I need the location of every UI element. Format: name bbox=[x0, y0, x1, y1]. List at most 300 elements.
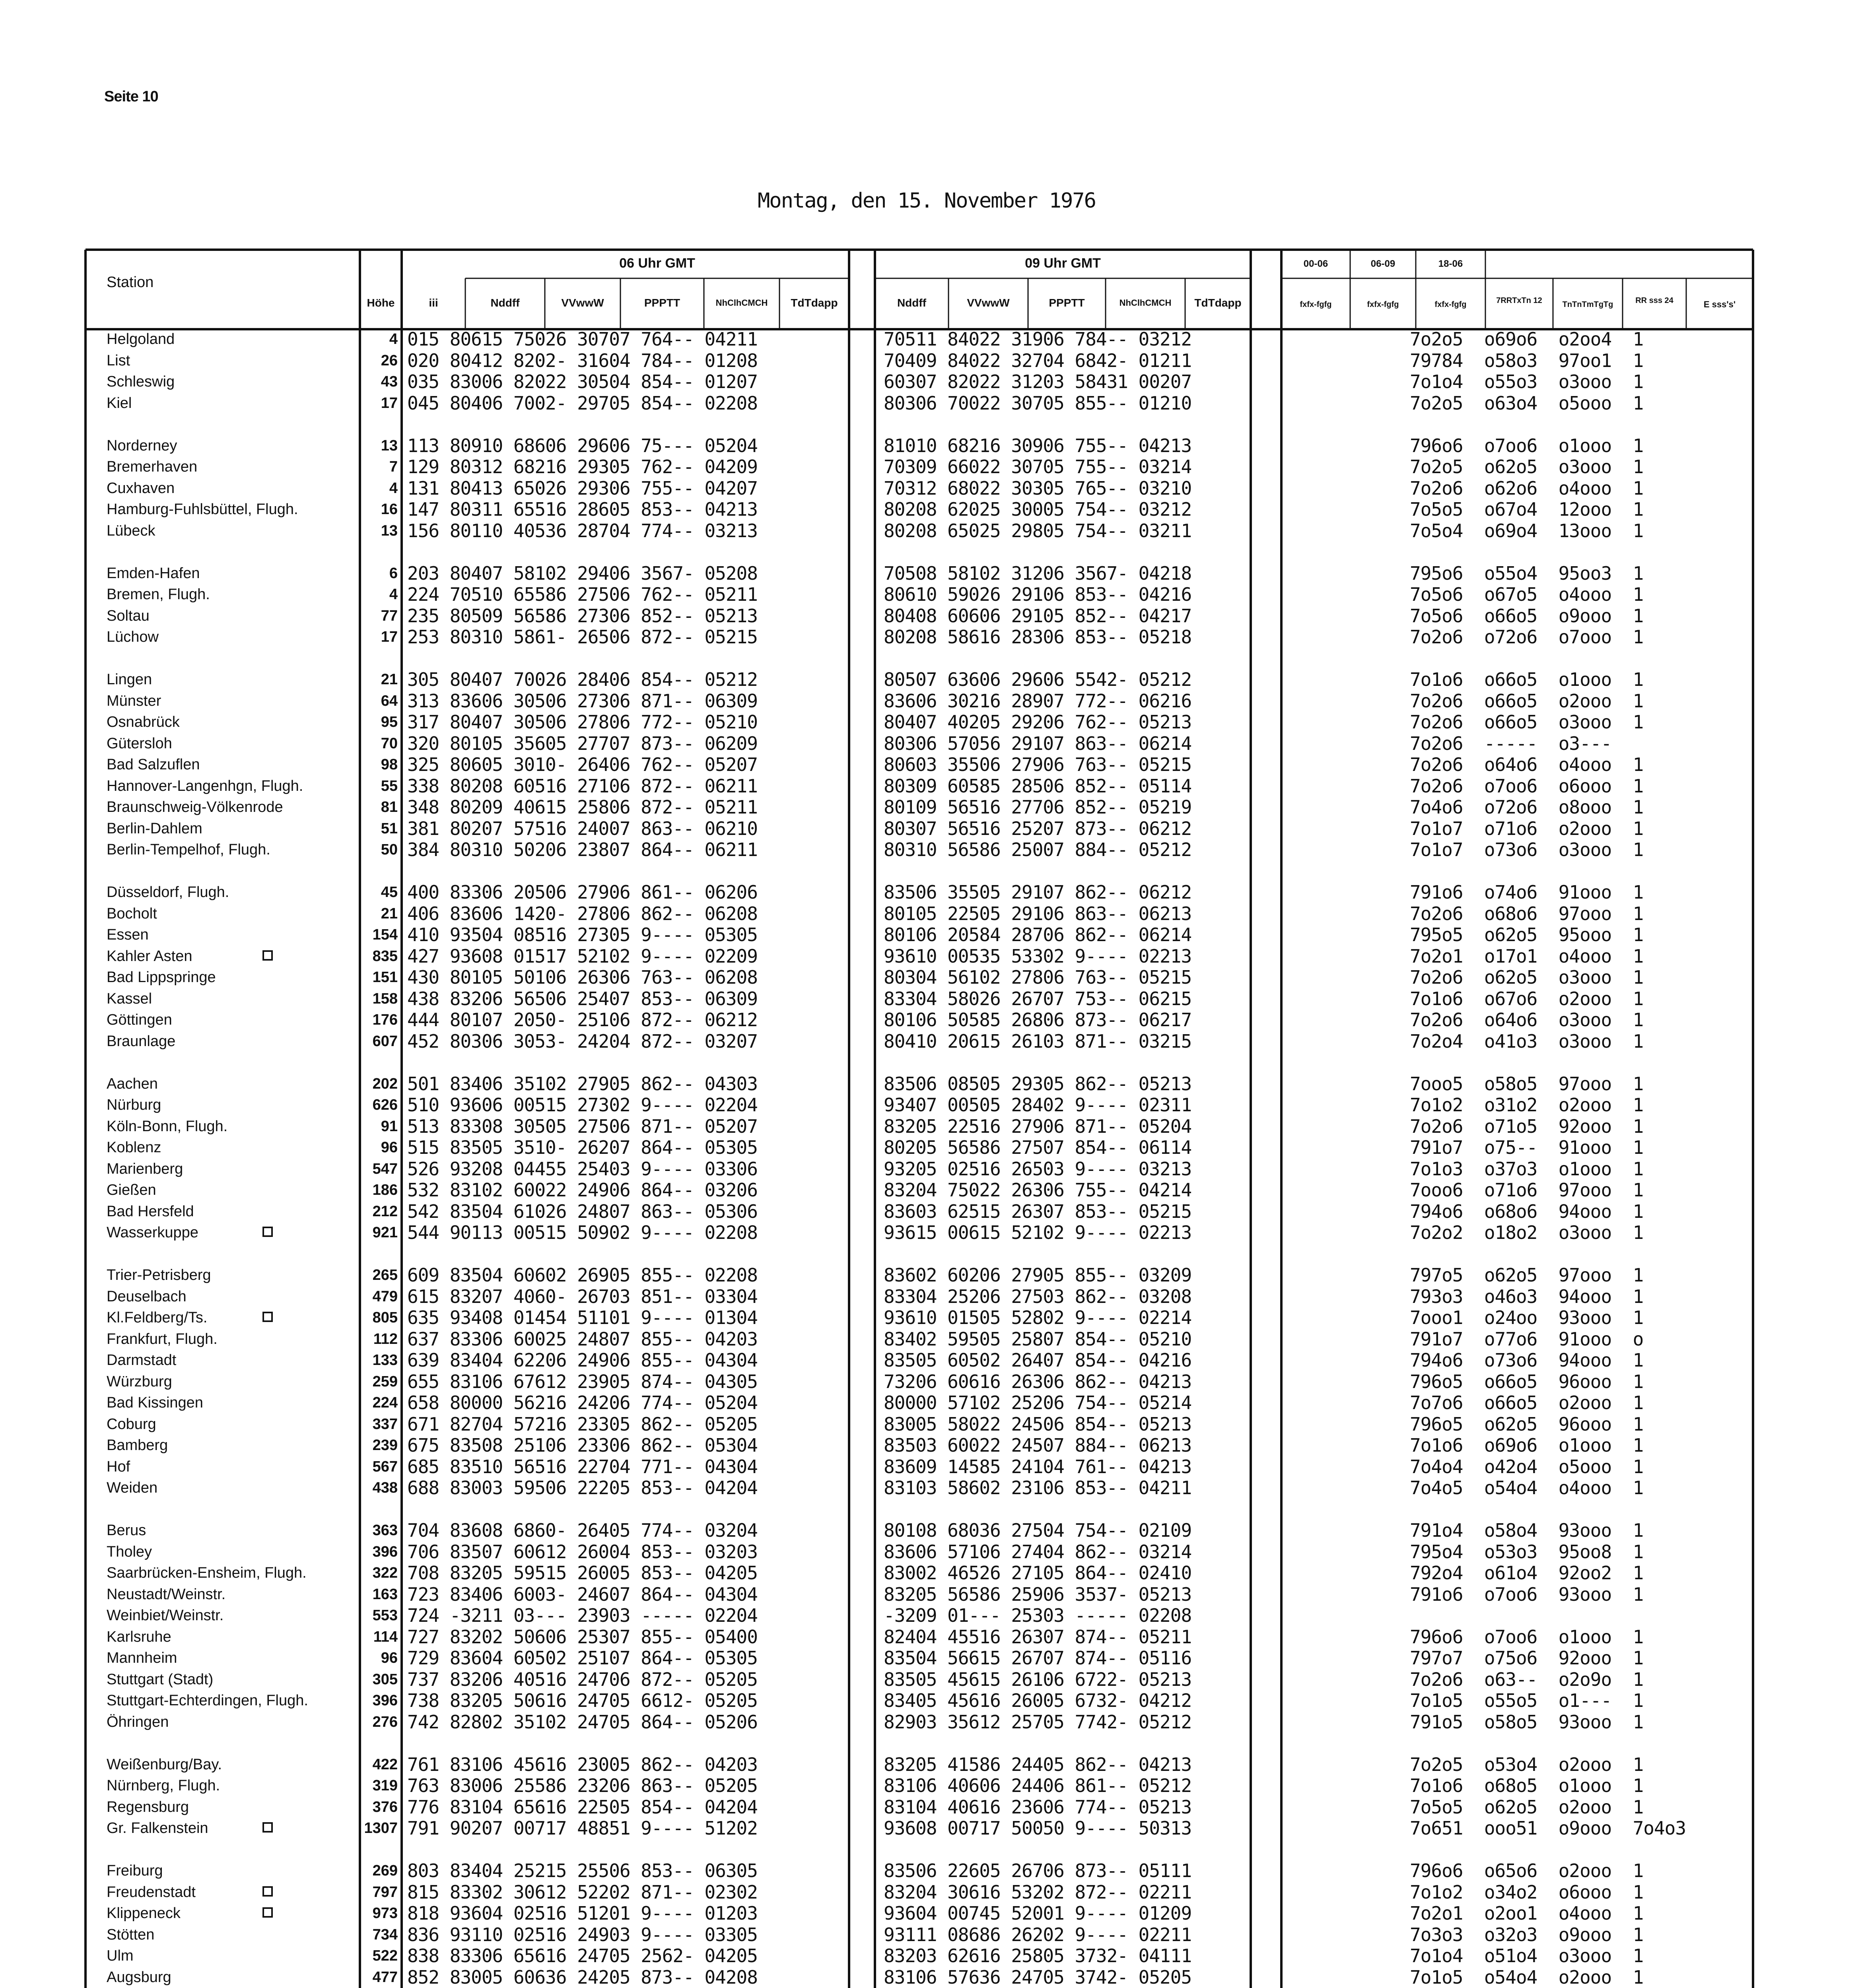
station-name: Koblenz bbox=[107, 1139, 161, 1156]
extremes-group: 7o1o6 o67o6 o2ooo 1 bbox=[1410, 988, 1644, 1010]
obs-09-gmt: -3209 01--- 25303 ----- 02208 bbox=[884, 1605, 1192, 1626]
obs-09-gmt: 81010 68216 30906 755-- 04213 bbox=[884, 435, 1192, 456]
extremes-group: 7o2o6 ----- o3--- bbox=[1410, 733, 1612, 754]
station-height: 422 bbox=[372, 1756, 398, 1773]
station-height: 805 bbox=[372, 1309, 398, 1326]
obs-09-gmt: 83203 62616 25805 3732- 04111 bbox=[884, 1945, 1192, 1967]
extremes-group: 7o2o6 o68o6 97ooo 1 bbox=[1410, 903, 1644, 924]
obs-06-gmt: 742 82802 35102 24705 864-- 05206 bbox=[407, 1711, 758, 1733]
extremes-group: 7ooo1 o24oo 93ooo 1 bbox=[1410, 1307, 1644, 1328]
station-height: 212 bbox=[372, 1203, 398, 1220]
extremes-group: 795o6 o55o4 95oo3 1 bbox=[1410, 563, 1644, 584]
obs-06-gmt: 532 83102 60022 24906 864-- 03206 bbox=[407, 1179, 758, 1201]
extremes-group: 7o5o5 o62o5 o2ooo 1 bbox=[1410, 1796, 1644, 1818]
station-height: 186 bbox=[372, 1182, 398, 1198]
obs-06-gmt: 776 83104 65616 22505 854-- 04204 bbox=[407, 1796, 758, 1818]
obs-09-gmt: 83002 46526 27105 864-- 02410 bbox=[884, 1562, 1192, 1584]
station-height: 4 bbox=[389, 586, 398, 603]
obs-09-gmt: 83504 56615 26707 874-- 05116 bbox=[884, 1647, 1192, 1669]
obs-09-gmt: 80306 57056 29107 863-- 06214 bbox=[884, 733, 1192, 754]
obs-06-gmt: 035 83006 82022 30504 854-- 01207 bbox=[407, 371, 758, 392]
obs-09-gmt: 80106 20584 28706 862-- 06214 bbox=[884, 924, 1192, 945]
station-height: 276 bbox=[372, 1714, 398, 1730]
extremes-group: 791o7 o77o6 91ooo o bbox=[1410, 1328, 1644, 1350]
station-height: 239 bbox=[372, 1437, 398, 1454]
station-name: Osnabrück bbox=[107, 714, 180, 730]
obs-09-gmt: 80109 56516 27706 852-- 05219 bbox=[884, 796, 1192, 818]
obs-06-gmt: 235 80509 56586 27306 852-- 05213 bbox=[407, 605, 758, 627]
obs-09-gmt: 83606 57106 27404 862-- 03214 bbox=[884, 1541, 1192, 1563]
obs-09-gmt: 83204 30616 53202 872-- 02211 bbox=[884, 1881, 1192, 1903]
extremes-group: 7o2o6 o72o6 o7ooo 1 bbox=[1410, 626, 1644, 648]
station-name: Saarbrücken-Ensheim, Flugh. bbox=[107, 1565, 307, 1581]
extremes-group: 7o2o6 o7oo6 o6ooo 1 bbox=[1410, 775, 1644, 797]
station-name: Weiden bbox=[107, 1479, 158, 1496]
obs-06-gmt: 501 83406 35102 27905 862-- 04303 bbox=[407, 1073, 758, 1095]
header-09-ppptt: PPPTT bbox=[1049, 297, 1085, 309]
obs-06-gmt: 838 83306 65616 24705 2562- 04205 bbox=[407, 1945, 758, 1967]
obs-09-gmt: 80310 56586 25007 884-- 05212 bbox=[884, 839, 1192, 860]
station-name: Freiburg bbox=[107, 1862, 163, 1879]
obs-09-gmt: 83304 58026 26707 753-- 06215 bbox=[884, 988, 1192, 1010]
obs-06-gmt: 015 80615 75026 30707 764-- 04211 bbox=[407, 328, 758, 350]
obs-06-gmt: 203 80407 58102 29406 3567- 05208 bbox=[407, 563, 758, 584]
station-name: Braunschweig-Völkenrode bbox=[107, 799, 283, 815]
obs-06-gmt: 708 83205 59515 26005 853-- 04205 bbox=[407, 1562, 758, 1584]
extremes-group: 7o2o5 o53o4 o2ooo 1 bbox=[1410, 1754, 1644, 1775]
obs-06-gmt: 305 80407 70026 28406 854-- 05212 bbox=[407, 669, 758, 690]
extremes-group: 7o4o6 o72o6 o8ooo 1 bbox=[1410, 796, 1644, 818]
obs-06-gmt: 129 80312 68216 29305 762-- 04209 bbox=[407, 456, 758, 478]
station-name: Trier-Petrisberg bbox=[107, 1267, 211, 1283]
extremes-group: 7o2o5 o63o4 o5ooo 1 bbox=[1410, 392, 1644, 414]
extremes-group: 7o2o2 o18o2 o3ooo 1 bbox=[1410, 1222, 1644, 1243]
station-name: Regensburg bbox=[107, 1799, 189, 1815]
obs-09-gmt: 80309 60585 28506 852-- 05114 bbox=[884, 775, 1192, 797]
obs-06-gmt: 113 80910 68606 29606 75--- 05204 bbox=[407, 435, 758, 456]
station-name: Lingen bbox=[107, 671, 152, 688]
obs-06-gmt: 737 83206 40516 24706 872-- 05205 bbox=[407, 1669, 758, 1690]
obs-09-gmt: 83005 58022 24506 854-- 05213 bbox=[884, 1413, 1192, 1435]
station-name: Tholey bbox=[107, 1543, 152, 1560]
station-height: 45 bbox=[381, 884, 398, 901]
header-esss: E sss's' bbox=[1703, 299, 1736, 309]
station-height: 114 bbox=[373, 1629, 398, 1645]
station-height: 158 bbox=[372, 990, 398, 1007]
obs-06-gmt: 438 83206 56506 25407 853-- 06309 bbox=[407, 988, 758, 1010]
obs-09-gmt: 70309 66022 30705 755-- 03214 bbox=[884, 456, 1192, 478]
obs-09-gmt: 70312 68022 30305 765-- 03210 bbox=[884, 478, 1192, 499]
station-height: 4 bbox=[389, 480, 398, 497]
obs-06-gmt: 325 80605 3010- 26406 762-- 05207 bbox=[407, 754, 758, 775]
extremes-group: 7o2o5 o69o6 o2oo4 1 bbox=[1410, 328, 1644, 350]
station-height: 17 bbox=[381, 395, 398, 412]
station-name: Bad Hersfeld bbox=[107, 1203, 194, 1220]
obs-06-gmt: 444 80107 2050- 25106 872-- 06212 bbox=[407, 1009, 758, 1031]
obs-06-gmt: 791 90207 00717 48851 9---- 51202 bbox=[407, 1817, 758, 1839]
station-name: Soltau bbox=[107, 608, 150, 624]
page-label: Seite 10 bbox=[104, 88, 158, 105]
station-name: Emden-Hafen bbox=[107, 565, 200, 582]
station-height: 4 bbox=[389, 331, 398, 348]
obs-09-gmt: 83506 35505 29107 862-- 06212 bbox=[884, 881, 1192, 903]
obs-09-gmt: 80407 40205 29206 762-- 05213 bbox=[884, 711, 1192, 733]
extremes-group: 793o3 o46o3 94ooo 1 bbox=[1410, 1286, 1644, 1307]
obs-06-gmt: 020 80412 8202- 31604 784-- 01208 bbox=[407, 350, 758, 371]
station-height: 176 bbox=[372, 1011, 398, 1028]
station-height: 363 bbox=[372, 1522, 398, 1539]
station-name: Bremen, Flugh. bbox=[107, 586, 210, 603]
obs-06-gmt: 688 83003 59506 22205 853-- 04204 bbox=[407, 1477, 758, 1499]
mountain-station-square-icon bbox=[262, 1312, 273, 1322]
mountain-station-square-icon bbox=[262, 1227, 273, 1237]
station-height: 259 bbox=[372, 1373, 398, 1390]
station-name: Augsburg bbox=[107, 1969, 171, 1986]
obs-09-gmt: 82903 35612 25705 7742- 05212 bbox=[884, 1711, 1192, 1733]
obs-09-gmt: 83205 22516 27906 871-- 05204 bbox=[884, 1116, 1192, 1137]
obs-06-gmt: 430 80105 50106 26306 763-- 06208 bbox=[407, 967, 758, 988]
station-name: Marienberg bbox=[107, 1161, 183, 1177]
extremes-group: 795o5 o62o5 95ooo 1 bbox=[1410, 924, 1644, 945]
obs-06-gmt: 313 83606 30506 27306 871-- 06309 bbox=[407, 690, 758, 712]
header-00-06: 00-06 bbox=[1303, 258, 1328, 269]
station-name: Neustadt/Weinstr. bbox=[107, 1586, 226, 1603]
obs-09-gmt: 60307 82022 31203 58431 00207 bbox=[884, 371, 1192, 392]
obs-06-gmt: 675 83508 25106 23306 862-- 05304 bbox=[407, 1435, 758, 1456]
station-name: Öhringen bbox=[107, 1714, 169, 1730]
obs-06-gmt: 635 93408 01454 51101 9---- 01304 bbox=[407, 1307, 758, 1328]
extremes-group: 7o1o5 o55o5 o1--- 1 bbox=[1410, 1690, 1644, 1711]
obs-09-gmt: 83606 30216 28907 772-- 06216 bbox=[884, 690, 1192, 712]
station-name: Karlsruhe bbox=[107, 1629, 171, 1645]
obs-06-gmt: 131 80413 65026 29306 755-- 04207 bbox=[407, 478, 758, 499]
station-name: Bad Salzuflen bbox=[107, 756, 200, 773]
extremes-group: 796o6 o7oo6 o1ooo 1 bbox=[1410, 1626, 1644, 1648]
station-name: Klippeneck bbox=[107, 1905, 181, 1922]
mountain-station-square-icon bbox=[262, 1886, 273, 1897]
obs-06-gmt: 637 83306 60025 24807 855-- 04203 bbox=[407, 1328, 758, 1350]
extremes-group: 797o5 o62o5 97ooo 1 bbox=[1410, 1264, 1644, 1286]
header-iii: iii bbox=[429, 297, 438, 309]
station-height: 95 bbox=[381, 714, 398, 730]
obs-06-gmt: 738 83205 50616 24705 6612- 05205 bbox=[407, 1690, 758, 1711]
station-height: 77 bbox=[381, 608, 398, 624]
obs-06-gmt: 729 83604 60502 25107 864-- 05305 bbox=[407, 1647, 758, 1669]
obs-09-gmt: 93604 00745 52001 9---- 01209 bbox=[884, 1903, 1192, 1924]
station-height: 154 bbox=[372, 926, 398, 943]
obs-06-gmt: 685 83510 56516 22704 771-- 04304 bbox=[407, 1456, 758, 1477]
station-name: Gießen bbox=[107, 1182, 156, 1198]
station-name: Kahler Asten bbox=[107, 948, 192, 965]
station-height: 921 bbox=[372, 1224, 398, 1241]
obs-09-gmt: 80208 65025 29805 754-- 03211 bbox=[884, 520, 1192, 542]
obs-06-gmt: 815 83302 30612 52202 871-- 02302 bbox=[407, 1881, 758, 1903]
extremes-group: 7o1o3 o37o3 o1ooo 1 bbox=[1410, 1158, 1644, 1180]
station-name: Nürburg bbox=[107, 1097, 161, 1113]
extremes-group: 7ooo5 o58o5 97ooo 1 bbox=[1410, 1073, 1644, 1095]
obs-09-gmt: 83609 14585 24104 761-- 04213 bbox=[884, 1456, 1192, 1477]
station-height: 477 bbox=[372, 1969, 398, 1986]
station-name: Aachen bbox=[107, 1076, 158, 1092]
station-name: Berlin-Dahlem bbox=[107, 820, 202, 837]
extremes-group: 79784 o58o3 97oo1 1 bbox=[1410, 350, 1644, 371]
obs-06-gmt: 045 80406 7002- 29705 854-- 02208 bbox=[407, 392, 758, 414]
station-name: Berus bbox=[107, 1522, 146, 1539]
station-name: Stuttgart-Echterdingen, Flugh. bbox=[107, 1692, 308, 1709]
obs-06-gmt: 836 93110 02516 24903 9---- 03305 bbox=[407, 1924, 758, 1945]
header-gust-3: fxfx-fgfg bbox=[1434, 300, 1467, 309]
station-name: Lüchow bbox=[107, 629, 159, 645]
obs-09-gmt: 83402 59505 25807 854-- 05210 bbox=[884, 1328, 1192, 1350]
extremes-group: 792o4 o61o4 92oo2 1 bbox=[1410, 1562, 1644, 1584]
obs-09-gmt: 73206 60616 26306 862-- 04213 bbox=[884, 1371, 1192, 1392]
obs-09-gmt: 83506 22605 26706 873-- 05111 bbox=[884, 1860, 1192, 1881]
station-height: 7 bbox=[389, 458, 398, 475]
station-height: 547 bbox=[372, 1161, 398, 1177]
station-name: Coburg bbox=[107, 1416, 156, 1433]
station-name: Kl.Feldberg/Ts. bbox=[107, 1309, 208, 1326]
extremes-group: 791o6 o7oo6 93ooo 1 bbox=[1410, 1584, 1644, 1605]
station-height: 51 bbox=[381, 820, 398, 837]
station-name: Mannheim bbox=[107, 1650, 177, 1666]
extremes-group: 7o2o6 o66o5 o3ooo 1 bbox=[1410, 711, 1644, 733]
obs-09-gmt: 80306 70022 30705 855-- 01210 bbox=[884, 392, 1192, 414]
extremes-group: 7o5o6 o67o5 o4ooo 1 bbox=[1410, 584, 1644, 605]
obs-09-gmt: 83405 45616 26005 6732- 04212 bbox=[884, 1690, 1192, 1711]
extremes-group: 7o1o7 o71o6 o2ooo 1 bbox=[1410, 818, 1644, 839]
obs-06-gmt: 639 83404 62206 24906 855-- 04304 bbox=[407, 1349, 758, 1371]
obs-06-gmt: 320 80105 35605 27707 873-- 06209 bbox=[407, 733, 758, 754]
obs-06-gmt: 724 -3211 03--- 23903 ----- 02204 bbox=[407, 1605, 758, 1626]
station-height: 835 bbox=[372, 948, 398, 965]
obs-06-gmt: 704 83608 6860- 26405 774-- 03204 bbox=[407, 1520, 758, 1541]
station-name: Würzburg bbox=[107, 1373, 172, 1390]
station-height: 16 bbox=[381, 501, 398, 518]
mountain-station-square-icon bbox=[262, 950, 273, 961]
obs-09-gmt: 80603 35506 27906 763-- 05215 bbox=[884, 754, 1192, 775]
station-height: 96 bbox=[381, 1139, 398, 1156]
obs-06-gmt: 427 93608 01517 52102 9---- 02209 bbox=[407, 945, 758, 967]
extremes-group: 796o6 o7oo6 o1ooo 1 bbox=[1410, 435, 1644, 456]
obs-06-gmt: 381 80207 57516 24007 863-- 06210 bbox=[407, 818, 758, 839]
obs-06-gmt: 147 80311 65516 28605 853-- 04213 bbox=[407, 499, 758, 520]
obs-06-gmt: 224 70510 65586 27506 762-- 05211 bbox=[407, 584, 758, 605]
station-name: Bremerhaven bbox=[107, 458, 198, 475]
station-name: Schleswig bbox=[107, 373, 175, 390]
obs-06-gmt: 348 80209 40615 25806 872-- 05211 bbox=[407, 796, 758, 818]
station-name: Wasserkuppe bbox=[107, 1224, 198, 1241]
header-06-cloud: NhClhCMCH bbox=[715, 298, 768, 308]
obs-09-gmt: 83104 40616 23606 774-- 05213 bbox=[884, 1796, 1192, 1818]
extremes-group: 7o2o6 o71o5 92ooo 1 bbox=[1410, 1116, 1644, 1137]
extremes-group: 797o7 o75o6 92ooo 1 bbox=[1410, 1647, 1644, 1669]
obs-09-gmt: 70511 84022 31906 784-- 03212 bbox=[884, 328, 1192, 350]
header-06-09: 06-09 bbox=[1370, 258, 1395, 269]
extremes-group: 7o2o6 o63-- o2o9o 1 bbox=[1410, 1669, 1644, 1690]
extremes-group: 7o2o6 o62o6 o4ooo 1 bbox=[1410, 478, 1644, 499]
header-group-06: 06 Uhr GMT bbox=[619, 256, 695, 271]
station-name: Hof bbox=[107, 1458, 130, 1475]
obs-09-gmt: 93608 00717 50050 9---- 50313 bbox=[884, 1817, 1192, 1839]
obs-09-gmt: 70508 58102 31206 3567- 04218 bbox=[884, 563, 1192, 584]
header-18-06: 18-06 bbox=[1438, 258, 1463, 269]
header-rrsss: RR sss 24 bbox=[1635, 296, 1673, 305]
station-name: List bbox=[107, 352, 130, 369]
obs-06-gmt: 706 83507 60612 26004 853-- 03203 bbox=[407, 1541, 758, 1563]
station-height: 6 bbox=[389, 565, 398, 582]
station-height: 626 bbox=[372, 1097, 398, 1113]
station-height: 396 bbox=[372, 1692, 398, 1709]
extremes-group: 791o4 o58o4 93ooo 1 bbox=[1410, 1520, 1644, 1541]
extremes-group: 791o6 o74o6 91ooo 1 bbox=[1410, 881, 1644, 903]
station-name: Stötten bbox=[107, 1926, 155, 1943]
extremes-group: 7o1o7 o73o6 o3ooo 1 bbox=[1410, 839, 1644, 860]
obs-06-gmt: 658 80000 56216 24206 774-- 05204 bbox=[407, 1392, 758, 1413]
obs-06-gmt: 410 93504 08516 27305 9---- 05305 bbox=[407, 924, 758, 945]
obs-06-gmt: 526 93208 04455 25403 9---- 03306 bbox=[407, 1158, 758, 1180]
obs-06-gmt: 542 83504 61026 24807 863-- 05306 bbox=[407, 1201, 758, 1222]
station-height: 43 bbox=[381, 373, 398, 390]
station-height: 202 bbox=[372, 1076, 398, 1092]
extremes-group: 7o1o6 o66o5 o1ooo 1 bbox=[1410, 669, 1644, 690]
mountain-station-square-icon bbox=[262, 1907, 273, 1918]
station-height: 973 bbox=[372, 1905, 398, 1922]
obs-06-gmt: 803 83404 25215 25506 853-- 06305 bbox=[407, 1860, 758, 1881]
station-name: Berlin-Tempelhof, Flugh. bbox=[107, 841, 270, 858]
obs-06-gmt: 510 93606 00515 27302 9---- 02204 bbox=[407, 1094, 758, 1116]
station-name: Bad Lippspringe bbox=[107, 969, 216, 986]
extremes-group: 7o651 ooo51 o9ooo 7o4o3 bbox=[1410, 1817, 1686, 1839]
obs-09-gmt: 80208 62025 30005 754-- 03212 bbox=[884, 499, 1192, 520]
station-name: Darmstadt bbox=[107, 1352, 177, 1369]
station-height: 438 bbox=[372, 1479, 398, 1496]
extremes-group: 7o2o5 o62o5 o3ooo 1 bbox=[1410, 456, 1644, 478]
header-gust-2: fxfx-fgfg bbox=[1367, 300, 1399, 309]
station-name: Bamberg bbox=[107, 1437, 168, 1454]
obs-09-gmt: 82404 45516 26307 874-- 05211 bbox=[884, 1626, 1192, 1648]
extremes-group: 7o1o4 o55o3 o3ooo 1 bbox=[1410, 371, 1644, 392]
station-height: 70 bbox=[381, 735, 398, 752]
station-height: 553 bbox=[372, 1607, 398, 1624]
extremes-group: 7o5o5 o67o4 12ooo 1 bbox=[1410, 499, 1644, 520]
extremes-group: 7o2o1 o2oo1 o4ooo 1 bbox=[1410, 1903, 1644, 1924]
extremes-group: 794o6 o73o6 94ooo 1 bbox=[1410, 1349, 1644, 1371]
station-name: Weißenburg/Bay. bbox=[107, 1756, 222, 1773]
extremes-group: 7o1o2 o34o2 o6ooo 1 bbox=[1410, 1881, 1644, 1903]
obs-06-gmt: 338 80208 60516 27106 872-- 06211 bbox=[407, 775, 758, 797]
station-name: Hamburg-Fuhlsbüttel, Flugh. bbox=[107, 501, 298, 518]
header-group-09: 09 Uhr GMT bbox=[1025, 256, 1101, 271]
station-name: Norderney bbox=[107, 437, 177, 454]
extremes-group: 7o1o5 o54o4 o2ooo 1 bbox=[1410, 1967, 1644, 1988]
header-hoehe: Höhe bbox=[367, 297, 395, 309]
station-name: Nürnberg, Flugh. bbox=[107, 1777, 220, 1794]
station-height: 265 bbox=[372, 1267, 398, 1283]
station-name: Frankfurt, Flugh. bbox=[107, 1331, 218, 1347]
extremes-group: 7o2o6 o66o5 o2ooo 1 bbox=[1410, 690, 1644, 712]
extremes-group: 796o6 o65o6 o2ooo 1 bbox=[1410, 1860, 1644, 1881]
station-height: 1307 bbox=[364, 1820, 398, 1837]
extremes-group: 7o5o4 o69o4 13ooo 1 bbox=[1410, 520, 1644, 542]
obs-09-gmt: 93205 02516 26503 9---- 03213 bbox=[884, 1158, 1192, 1180]
extremes-group: 7ooo6 o71o6 97ooo 1 bbox=[1410, 1179, 1644, 1201]
obs-09-gmt: 83205 56586 25906 3537- 05213 bbox=[884, 1584, 1192, 1605]
extremes-group: 796o5 o62o5 96ooo 1 bbox=[1410, 1413, 1644, 1435]
station-height: 734 bbox=[372, 1926, 398, 1943]
obs-09-gmt: 83103 58602 23106 853-- 04211 bbox=[884, 1477, 1192, 1499]
header-06-ppptt: PPPTT bbox=[644, 297, 680, 309]
header-09-nddff: Nddff bbox=[897, 297, 927, 309]
obs-06-gmt: 761 83106 45616 23005 862-- 04203 bbox=[407, 1754, 758, 1775]
station-name: Kiel bbox=[107, 395, 132, 412]
station-height: 522 bbox=[372, 1947, 398, 1964]
extremes-group: 7o1o4 o51o4 o3ooo 1 bbox=[1410, 1945, 1644, 1967]
station-name: Kassel bbox=[107, 990, 152, 1007]
obs-06-gmt: 384 80310 50206 23807 864-- 06211 bbox=[407, 839, 758, 860]
station-height: 13 bbox=[381, 437, 398, 454]
header-gust-1: fxfx-fgfg bbox=[1300, 300, 1332, 309]
station-height: 112 bbox=[373, 1331, 398, 1347]
obs-09-gmt: 83106 57636 24705 3742- 05205 bbox=[884, 1967, 1192, 1988]
station-height: 91 bbox=[381, 1118, 398, 1135]
station-height: 13 bbox=[381, 522, 398, 539]
station-height: 96 bbox=[381, 1650, 398, 1666]
station-height: 81 bbox=[381, 799, 398, 815]
station-name: Cuxhaven bbox=[107, 480, 175, 497]
station-name: Münster bbox=[107, 693, 161, 709]
station-name: Gr. Falkenstein bbox=[107, 1820, 208, 1837]
station-name: Deuselbach bbox=[107, 1288, 187, 1305]
station-height: 50 bbox=[381, 841, 398, 858]
obs-09-gmt: 80507 63606 29606 5542- 05212 bbox=[884, 669, 1192, 690]
obs-06-gmt: 400 83306 20506 27906 861-- 06206 bbox=[407, 881, 758, 903]
extremes-group: 791o5 o58o5 93ooo 1 bbox=[1410, 1711, 1644, 1733]
obs-06-gmt: 406 83606 1420- 27806 862-- 06208 bbox=[407, 903, 758, 924]
obs-09-gmt: 93610 00535 53302 9---- 02213 bbox=[884, 945, 1192, 967]
header-06-dew: TdTdapp bbox=[791, 297, 838, 309]
obs-09-gmt: 83602 60206 27905 855-- 03209 bbox=[884, 1264, 1192, 1286]
obs-09-gmt: 93111 08686 26202 9---- 02211 bbox=[884, 1924, 1192, 1945]
obs-06-gmt: 655 83106 67612 23905 874-- 04305 bbox=[407, 1371, 758, 1392]
station-height: 163 bbox=[372, 1586, 398, 1603]
extremes-group: 7o1o2 o31o2 o2ooo 1 bbox=[1410, 1094, 1644, 1116]
header-tntn: TnTnTmTgTg bbox=[1562, 300, 1613, 309]
obs-06-gmt: 615 83207 4060- 26703 851-- 03304 bbox=[407, 1286, 758, 1307]
header-09-cloud: NhClhCMCH bbox=[1119, 298, 1172, 308]
station-name: Weinbiet/Weinstr. bbox=[107, 1607, 224, 1624]
obs-09-gmt: 80304 56102 27806 763-- 05215 bbox=[884, 967, 1192, 988]
obs-09-gmt: 80108 68036 27504 754-- 02109 bbox=[884, 1520, 1192, 1541]
obs-06-gmt: 763 83006 25586 23206 863-- 05205 bbox=[407, 1775, 758, 1796]
extremes-group: 7o4o5 o54o4 o4ooo 1 bbox=[1410, 1477, 1644, 1499]
obs-06-gmt: 452 80306 3053- 24204 872-- 03207 bbox=[407, 1031, 758, 1052]
obs-09-gmt: 83603 62515 26307 853-- 05215 bbox=[884, 1201, 1192, 1222]
station-height: 305 bbox=[372, 1671, 398, 1688]
station-height: 319 bbox=[372, 1777, 398, 1794]
station-height: 224 bbox=[372, 1394, 398, 1411]
obs-09-gmt: 80106 50585 26806 873-- 06217 bbox=[884, 1009, 1192, 1031]
obs-06-gmt: 513 83308 30505 27506 871-- 05207 bbox=[407, 1116, 758, 1137]
station-name: Helgoland bbox=[107, 331, 175, 348]
extremes-group: 7o5o6 o66o5 o9ooo 1 bbox=[1410, 605, 1644, 627]
extremes-group: 7o2o4 o41o3 o3ooo 1 bbox=[1410, 1031, 1644, 1052]
extremes-group: 7o1o6 o69o6 o1ooo 1 bbox=[1410, 1435, 1644, 1456]
obs-06-gmt: 515 83505 3510- 26207 864-- 05305 bbox=[407, 1137, 758, 1158]
extremes-group: 7o2o6 o64o6 o3ooo 1 bbox=[1410, 1009, 1644, 1031]
obs-09-gmt: 83506 08505 29305 862-- 05213 bbox=[884, 1073, 1192, 1095]
extremes-group: 796o5 o66o5 96ooo 1 bbox=[1410, 1371, 1644, 1392]
station-height: 133 bbox=[372, 1352, 398, 1369]
